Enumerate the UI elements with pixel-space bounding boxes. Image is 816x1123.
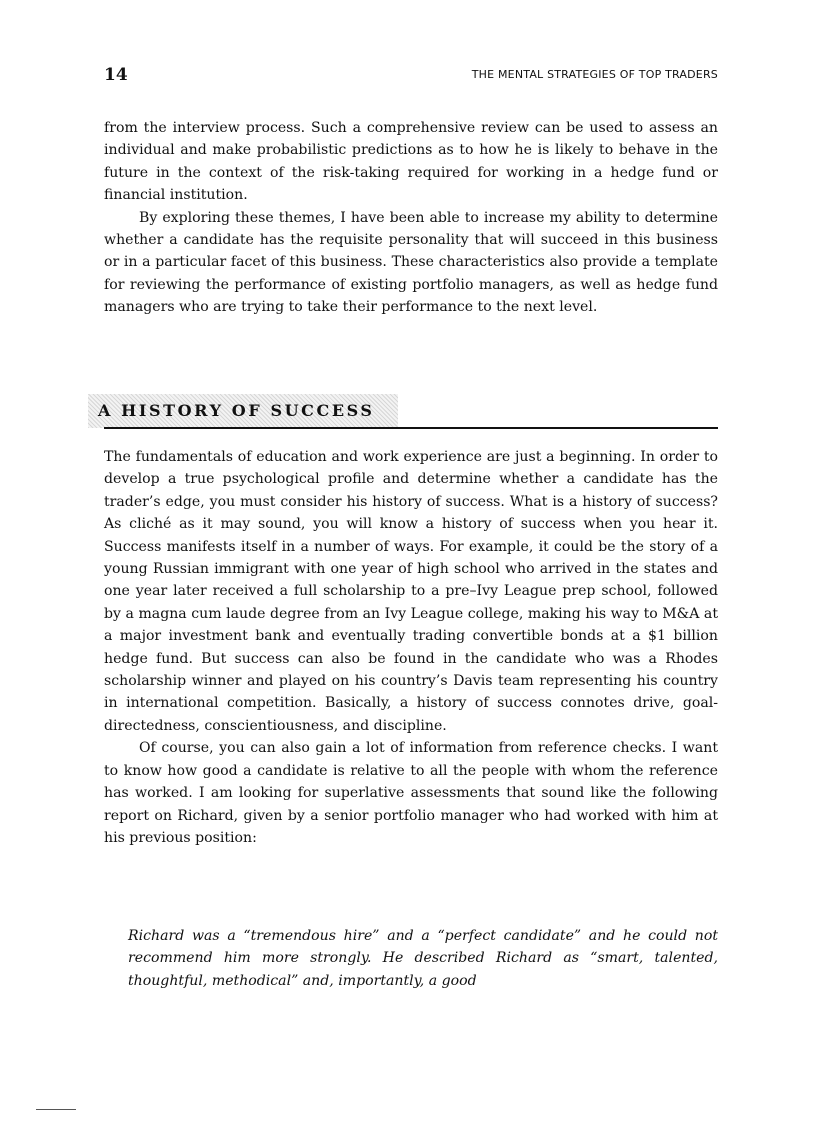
- running-head: THE MENTAL STRATEGIES OF TOP TRADERS: [471, 68, 718, 81]
- page-header: [104, 66, 718, 86]
- corner-rule: [36, 1109, 76, 1110]
- heading-rule: [104, 427, 718, 429]
- paragraph: The fundamentals of education and work experience are just a beginning. In order to develop a true psychological profile and determine whether a candidate has the trader’s edge, you must consider his history of success. What is a history of success? As cliché as it may sound, you will know a history of success when you hear it. Success manifests itself in a number of ways. For example, it could be the story of a young Russian immigrant with one year of high school who arrived in the states and one year later received a full scholarship to a pre–Ivy League prep school, followed by a magna cum laude degree from an Ivy League college, making his way to M&A at a major investment bank and eventually trading convertible bonds at a $1 billion hedge fund. But success can also be found in the candidate who was a Rhodes scholarship winner and played on his country’s Davis team representing his country in international competition. Basically, a history of success connotes drive, goal-directedness, conscientiousness, and discipline.: [104, 449, 718, 734]
- paragraph: from the interview process. Such a comprehensive review can be used to assess an individual and make probabilistic predictions as to how he is likely to behave in the future in the context of the risk-taking required for working in a hedge fund or financial institution.: [104, 120, 718, 204]
- body-section-history: [104, 446, 718, 849]
- section-heading-text: A HISTORY OF SUCCESS: [98, 401, 375, 420]
- section-heading: [88, 394, 718, 430]
- body-section-intro: [104, 117, 718, 319]
- paragraph: By exploring these themes, I have been able to increase my ability to determine whether a candidate has the requisite personality that will succeed in this business or in a particular facet of this business. These characteristics also provide a template for reviewing the performance of existing portfolio managers, as well as hedge fund managers who are trying to take their performance to the next level.: [104, 209, 718, 316]
- page-number: 14: [104, 65, 128, 85]
- blockquote: Richard was a “tremendous hire” and a “perfect candidate” and he could not recommend him more strongly. He described Richard as “smart, talented, thoughtful, methodical” and, importantly, a good: [128, 928, 718, 989]
- paragraph: Of course, you can also gain a lot of information from reference checks. I want to know how good a candidate is relative to all the people with whom the reference has worked. I am looking for superlative assessments that sound like the following report on Richard, given by a senior portfolio manager who had worked with him at his previous position:: [104, 740, 718, 846]
